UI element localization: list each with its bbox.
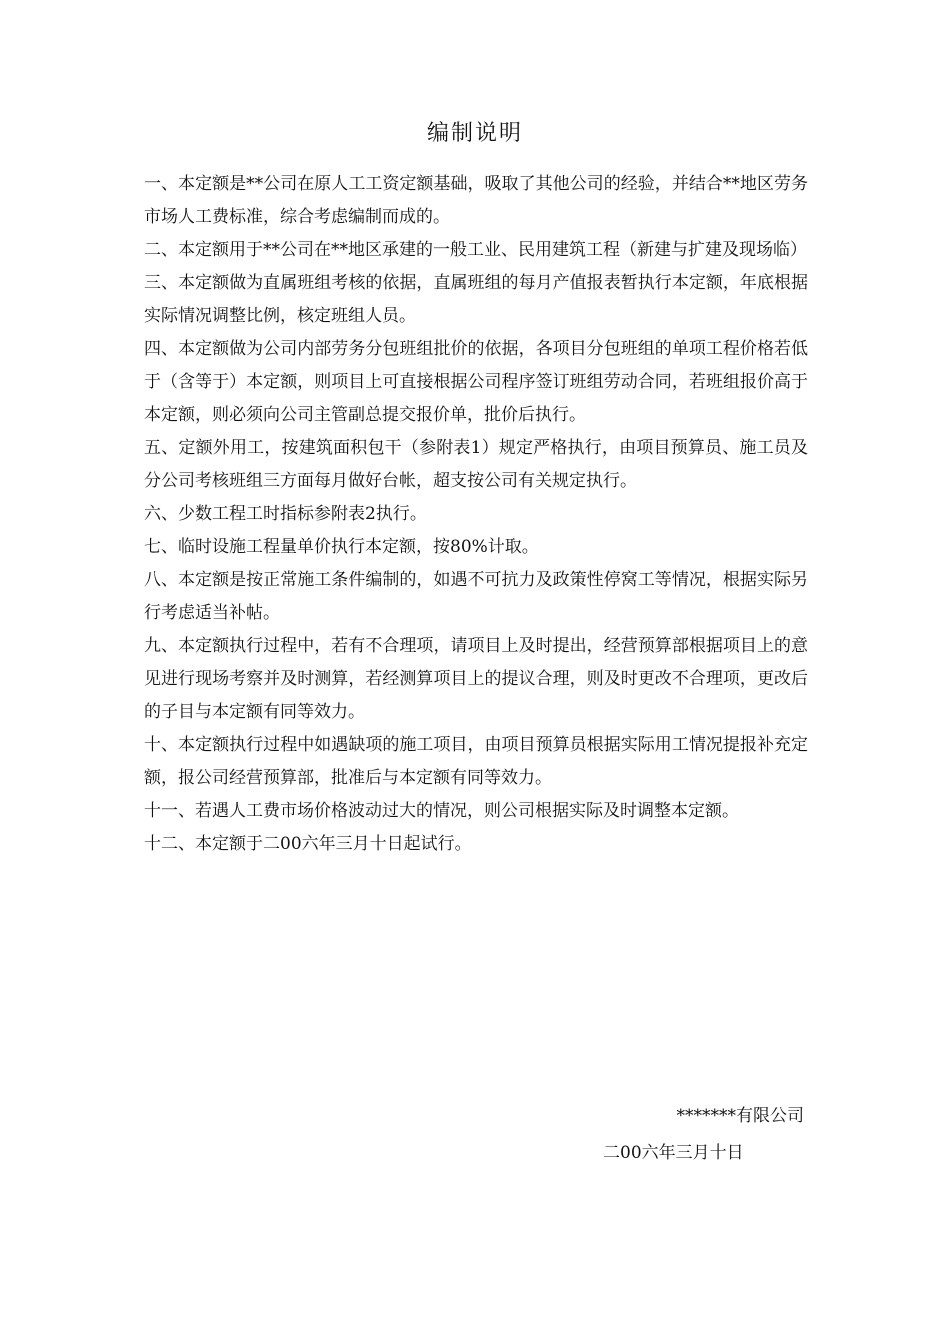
paragraph-7: 七、临时设施工程量单价执行本定额，按80%计取。 [144, 537, 539, 557]
paragraph-1: 一、本定额是**公司在原人工工资定额基础，吸取了其他公司的经验，并结合**地区劳务市场人工费标准，综合考虑编制而成的。 [144, 174, 808, 227]
signature-date: 二00六年三月十日 [603, 1143, 744, 1163]
paragraph-3: 三、本定额做为直属班组考核的依据，直属班组的每月产值报表暂执行本定额，年底根据实际情况调整比例，核定班组人员。 [144, 273, 808, 326]
paragraph-2: 二、本定额用于**公司在**地区承建的一般工业、民用建筑工程（新建与扩建及现场临） [144, 240, 807, 260]
document-body [144, 168, 808, 861]
paragraph-12: 十二、本定额于二00六年三月十日起试行。 [144, 834, 472, 854]
signature-company: *******有限公司 [676, 1106, 804, 1126]
document-title: 编制说明 [426, 121, 523, 146]
paragraph-4: 四、本定额做为公司内部劳务分包班组批价的依据，各项目分包班组的单项工程价格若低于（含等于）本定额，则项目上可直接根据公司程序签订班组劳动合同，若班组报价高于本定额，则必须向公司主管副总提交报价单，批价后执行。 [144, 339, 808, 425]
paragraph-8: 八、本定额是按正常施工条件编制的，如遇不可抗力及政策性停窝工等情况，根据实际另行考虑适当补帖。 [144, 570, 808, 623]
paragraph-11: 十一、若遇人工费市场价格波动过大的情况，则公司根据实际及时调整本定额。 [144, 801, 739, 821]
paragraph-10: 十、本定额执行过程中如遇缺项的施工项目，由项目预算员根据实际用工情况提报补充定额，报公司经营预算部，批准后与本定额有同等效力。 [144, 735, 808, 788]
paragraph-6: 六、少数工程工时指标参附表2执行。 [144, 504, 427, 524]
paragraph-9: 九、本定额执行过程中，若有不合理项，请项目上及时提出，经营预算部根据项目上的意见进行现场考察并及时测算，若经测算项目上的提议合理，则及时更改不合理项，更改后的子目与本定额有同等效力。 [144, 636, 808, 722]
paragraph-5: 五、定额外用工，按建筑面积包干（参附表1）规定严格执行，由项目预算员、施工员及分公司考核班组三方面每月做好台帐，超支按公司有关规定执行。 [144, 438, 808, 491]
